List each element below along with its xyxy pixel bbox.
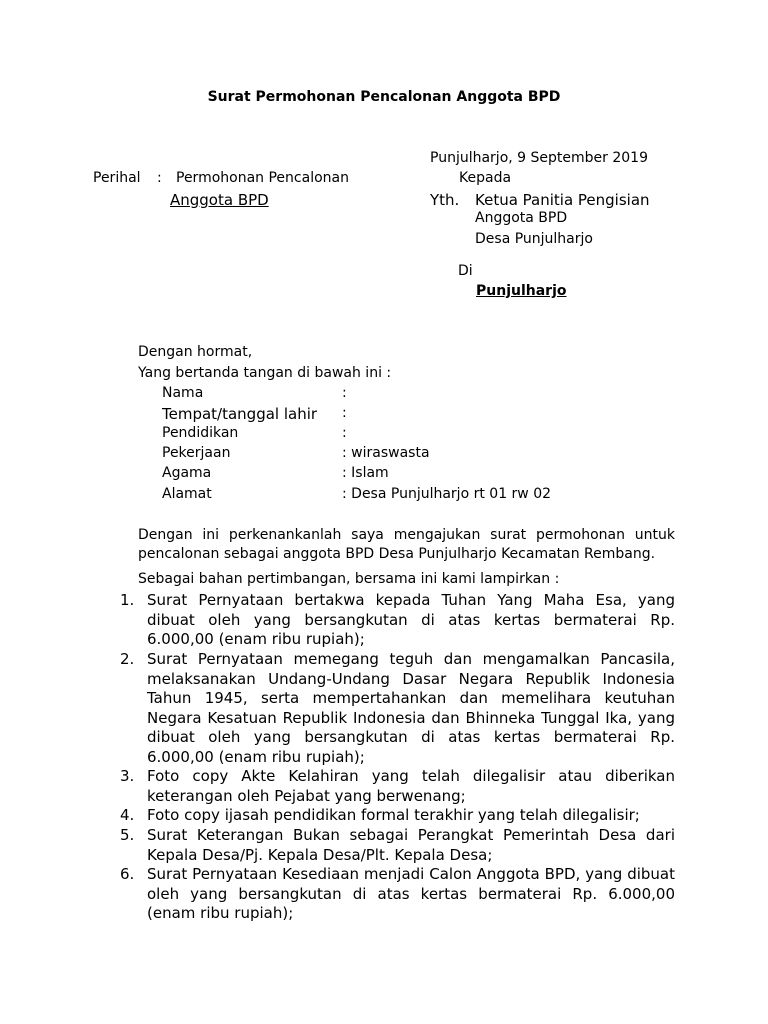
list-item-number: 6. xyxy=(120,865,135,883)
list-item-number: 3. xyxy=(120,767,135,785)
identity-label-pendidikan: Pendidikan xyxy=(162,425,239,441)
perihal-colon: : xyxy=(157,170,162,186)
list-item-text: Surat Keterangan Bukan sebagai Perangkat Pemerintah Desa dari Kepala Desa/Pj. Kepala Desa/Plt. Kepala Desa; xyxy=(147,826,675,864)
identity-value-ttl: : xyxy=(342,405,347,421)
kepada-label: Kepada xyxy=(459,170,512,186)
identity-label-nama: Nama xyxy=(162,385,204,401)
identity-label-agama: Agama xyxy=(162,465,212,481)
identity-label-pekerjaan: Pekerjaan xyxy=(162,445,231,461)
identity-value-alamat: : Desa Punjulharjo rt 01 rw 02 xyxy=(342,486,552,502)
list-item-text: Surat Pernyataan bertakwa kepada Tuhan Yang Maha Esa, yang dibuat oleh yang bersangkutan di atas kertas bermaterai Rp. 6.000,00 (enam ribu rupiah); xyxy=(147,591,675,648)
yth-label: Yth. xyxy=(430,191,460,209)
list-item-number: 2. xyxy=(120,650,135,668)
list-item-number: 1. xyxy=(120,591,135,609)
body-paragraph: Dengan ini perkenankanlah saya mengajukan surat permohonan untuk pencalonan sebagai anggota BPD Desa Punjulharjo Kecamatan Rembang. xyxy=(138,527,675,562)
perihal-value: Permohonan Pencalonan xyxy=(176,170,349,186)
list-item-text: Surat Pernyataan memegang teguh dan mengamalkan Pancasila, melaksanakan Undang-Undang Dasar Negara Republik Indonesia Tahun 1945, serta mempertahankan dan memelihara keutuhan Negara Kesatuan Republik Indonesia dan Bhinneka Tunggal Ika, yang dibuat oleh yang bersangkutan di atas kertas bermaterai Rp. 6.000,00 (enam ribu rupiah); xyxy=(147,650,675,766)
perihal-label: Perihal xyxy=(93,170,141,186)
perihal-value-line2: Anggota BPD xyxy=(170,191,269,209)
list-item-number: 4. xyxy=(120,806,135,824)
identity-value-agama: : Islam xyxy=(342,465,389,481)
list-item-text: Surat Pernyataan Kesediaan menjadi Calon Anggota BPD, yang dibuat oleh yang bersangkutan di atas kertas bermaterai Rp. 6.000,00 (enam ribu rupiah); xyxy=(147,865,675,922)
identity-value-nama: : xyxy=(342,385,347,401)
identity-value-pendidikan: : xyxy=(342,425,347,441)
destination: Punjulharjo xyxy=(476,283,567,299)
identity-label-alamat: Alamat xyxy=(162,486,212,502)
place-date: Punjulharjo, 9 September 2019 xyxy=(430,150,648,166)
recipient-line1: Ketua Panitia Pengisian xyxy=(475,191,650,209)
list-item-number: 5. xyxy=(120,826,135,844)
greeting: Dengan hormat, xyxy=(138,344,253,360)
identity-value-pekerjaan: : wiraswasta xyxy=(342,445,430,461)
list-item-text: Foto copy Akte Kelahiran yang telah dilegalisir atau diberikan keterangan oleh Pejabat yang berwenang; xyxy=(147,767,675,805)
recipient-line2: Anggota BPD xyxy=(475,210,568,226)
recipient-line3: Desa Punjulharjo xyxy=(475,231,593,247)
document-title: Surat Permohonan Pencalonan Anggota BPD xyxy=(207,89,561,105)
list-item-text: Foto copy ijasah pendidikan formal terakhir yang telah dilegalisir; xyxy=(147,806,640,824)
di-label: Di xyxy=(458,263,473,279)
intro-line: Yang bertanda tangan di bawah ini : xyxy=(138,365,392,381)
identity-label-ttl: Tempat/tanggal lahir xyxy=(162,405,318,423)
attachments-intro: Sebagai bahan pertimbangan, bersama ini kami lampirkan : xyxy=(138,571,560,587)
